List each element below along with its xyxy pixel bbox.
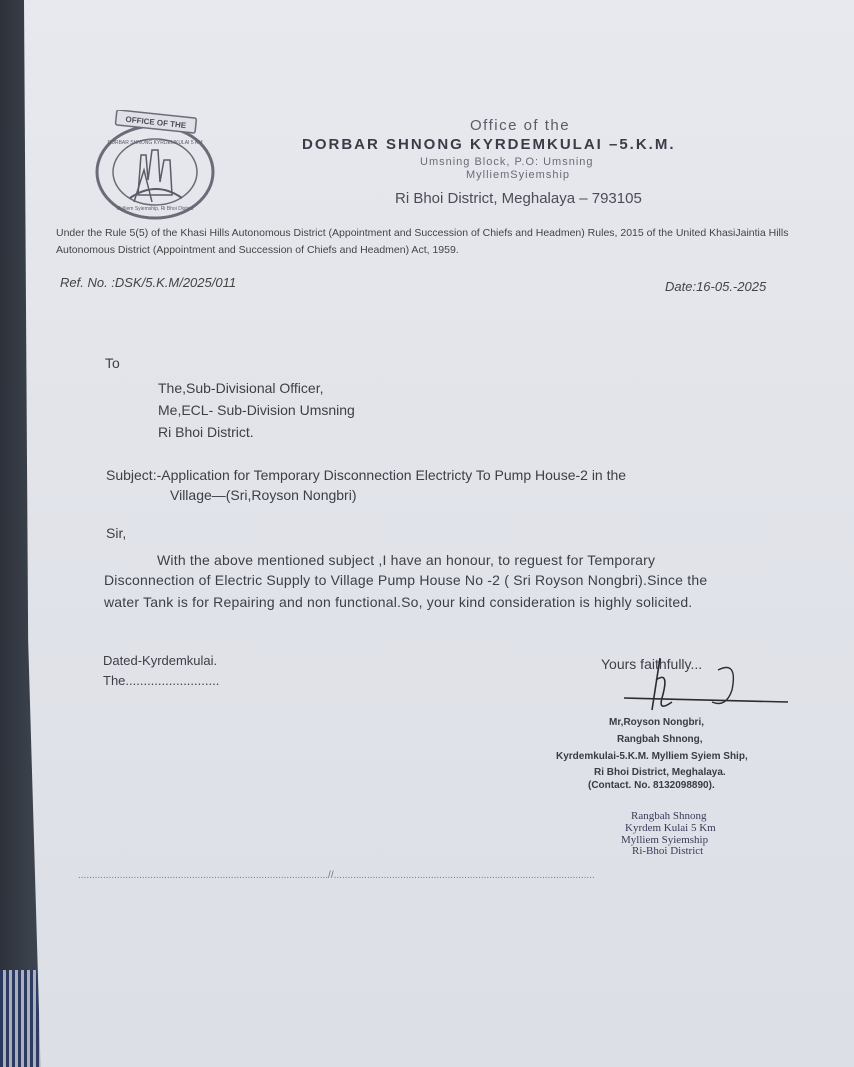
- dated-place: Dated-Kyrdemkulai.: [103, 653, 218, 668]
- body-line: With the above mentioned subject ,I have an honour, to reguest for Temporary: [157, 552, 656, 568]
- office-seal-icon: [86, 110, 224, 222]
- signature-icon: [600, 650, 800, 720]
- signatory-line: Ri Bhoi District, Meghalaya.: [594, 767, 726, 778]
- footer-dotted-line: ..........................................................................................//..............................................................................................: [78, 870, 595, 881]
- seal-bottom-text: Mylliem Syiemship, Ri Bhoi District: [116, 206, 194, 212]
- letterhead-name: DORBAR SHNONG KYRDEMKULAI –5.K.M.: [302, 136, 676, 153]
- rule-reference-text: Under the Rule 5(5) of the Khasi Hills Autonomous District (Appointment and Succession of Chiefs and Headmen) Rules, 2015 of the United KhasiJaintia Hills Autonomous District (Appointment and Succession of Chiefs and Headmen) Act, 1959.: [56, 227, 789, 256]
- subject-line: Subject:-Application for Temporary Disconnection Electricty To Pump House-2 in the: [106, 467, 627, 483]
- stamp-line: Kyrdem Kulai 5 Km: [625, 822, 716, 834]
- letterhead-district: Ri Bhoi District, Meghalaya – 793105: [395, 190, 642, 207]
- reference-number: Ref. No. :DSK/5.K.M/2025/011: [60, 275, 237, 290]
- letterhead-block: Umsning Block, P.O: Umsning: [420, 156, 594, 168]
- salutation: Sir,: [106, 525, 127, 541]
- subject-line: Village—(Sri,Royson Nongbri): [170, 487, 357, 503]
- stamp-line: Rangbah Shnong: [631, 810, 707, 822]
- body-line: Disconnection of Electric Supply to Village Pump House No -2 ( Sri Royson Nongbri).Since the: [104, 572, 708, 588]
- letterhead-office-of: Office of the: [470, 117, 571, 134]
- seal-ring-text: DORBAR SHNONG KYRDEMKULAI 5 KM: [107, 140, 203, 146]
- stamp-line: Ri-Bhoi District: [632, 845, 704, 857]
- body-line: water Tank is for Repairing and non functional.So, your kind consideration is highly solicited.: [104, 594, 693, 610]
- signatory-line: (Contact. No. 8132098890).: [588, 780, 715, 791]
- closing: Yours faithfully...: [601, 656, 703, 672]
- signatory-line: Kyrdemkulai-5.K.M. Mylliem Syiem Ship,: [556, 751, 748, 762]
- recipient-line: Ri Bhoi District.: [158, 424, 254, 440]
- recipient-line: The,Sub-Divisional Officer,: [158, 380, 324, 396]
- to-label: To: [105, 355, 120, 371]
- letterhead-syiemship: MylliemSyiemship: [466, 169, 571, 181]
- signatory-line: Rangbah Shnong,: [617, 734, 703, 745]
- stamp-line: Mylliem Syiemship: [621, 834, 709, 846]
- seal-top-text: OFFICE OF THE: [125, 114, 187, 131]
- recipient-line: Me,ECL- Sub-Division Umsning: [158, 402, 355, 418]
- dated-the: The..........................: [103, 673, 220, 688]
- letter-date: Date:16-05.-2025: [665, 279, 767, 294]
- signatory-line: Mr,Royson Nongbri,: [609, 717, 704, 728]
